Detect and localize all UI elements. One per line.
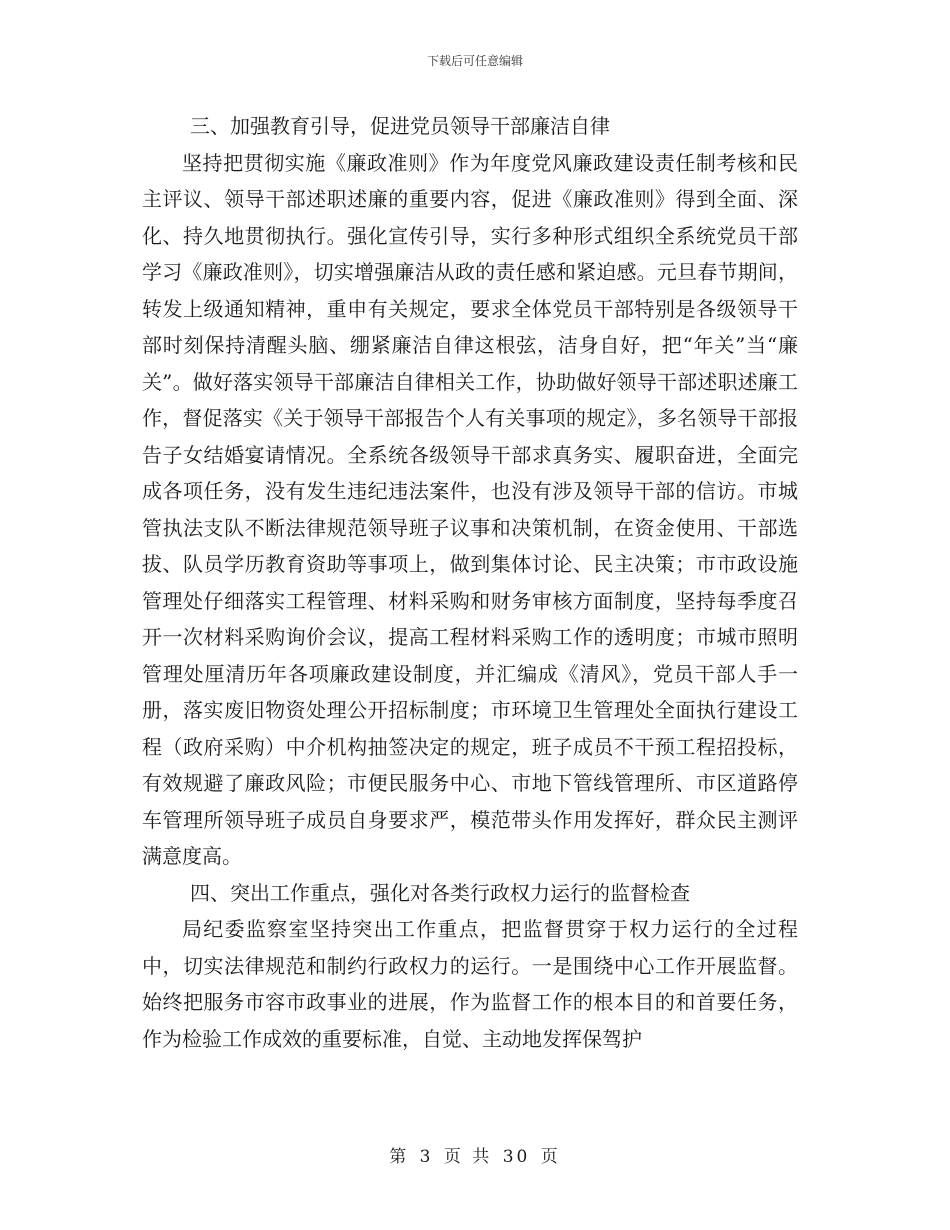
section-4-paragraph: 局纪委监察室坚持突出工作重点，把监督贯穿于权力运行的全过程中，切实法律规范和制约行政权力的运行。一是围绕中心工作开展监督。始终把服务市容市政事业的进展，作为监督工作的根本目的和首要任务，作为检验工作成效的重要标准，自觉、主动地发挥保驾护 [142,917,798,1051]
page-footer [0,1146,950,1168]
page-label-prefix: 第 [389,1147,410,1167]
header-note: 下载后可任意编辑 [426,54,523,68]
section-3-heading: 三、加强教育引导，促进党员领导干部廉洁自律 [190,114,610,138]
section-3-paragraph: 坚持把贯彻实施《廉政准则》作为年度党风廉政建设责任制考核和民主评议、领导干部述职述廉的重要内容，促进《廉政准则》得到全面、深化、持久地贯彻执行。强化宣传引导，实行多种形式组织全系统党员干部学习《廉政准则》，切实增强廉洁从政的责任感和紧迫感。元旦春节期间，转发上级通知精神，重申有关规定，要求全体党员干部特别是各级领导干部时刻保持清醒头脑、绷紧廉洁自律这根弦，洁身自好，把“年关”当“廉关”。做好落实领导干部廉洁自律相关工作，协助做好领导干部述职述廉工作，督促落实《关于领导干部报告个人有关事项的规定》，多名领导干部报告子女结婚宴请情况。全系统各级领导干部求真务实、履职奋进，全面完成各项任务，没有发生违纪违法案件，也没有涉及领导干部的信访。市城管执法支队不断法律规范领导班子议事和决策机制，在资金使用、干部选拔、队员学历教育资助等事项上，做到集体讨论、民主决策；市市政设施管理处仔细落实工程管理、材料采购和财务审核方面制度，坚持每季度召开一次材料采购询价会议，提高工程材料采购工作的透明度；市城市照明管理处厘清历年各项廉政建设制度，并汇编成《清风》，党员干部人手一册，落实废旧物资处理公开招标制度；市环境卫生管理处全面执行建设工程（政府采购）中介机构抽签决定的规定，班子成员不干预工程招投标，有效规避了廉政风险；市便民服务中心、市地下管线管理所、市区道路停车管理所领导班子成员自身要求严，模范带头作用发挥好，群众民主测评满意度高。 [142,150,798,868]
section-4-heading: 四、突出工作重点，强化对各类行政权力运行的监督检查 [190,880,690,905]
page-label-suffix: 页 [540,1147,561,1167]
page-label-mid: 页 共 [443,1147,493,1167]
total-pages-number: 30 [502,1147,531,1167]
current-page-number: 3 [419,1147,434,1167]
document-body [142,108,798,1057]
